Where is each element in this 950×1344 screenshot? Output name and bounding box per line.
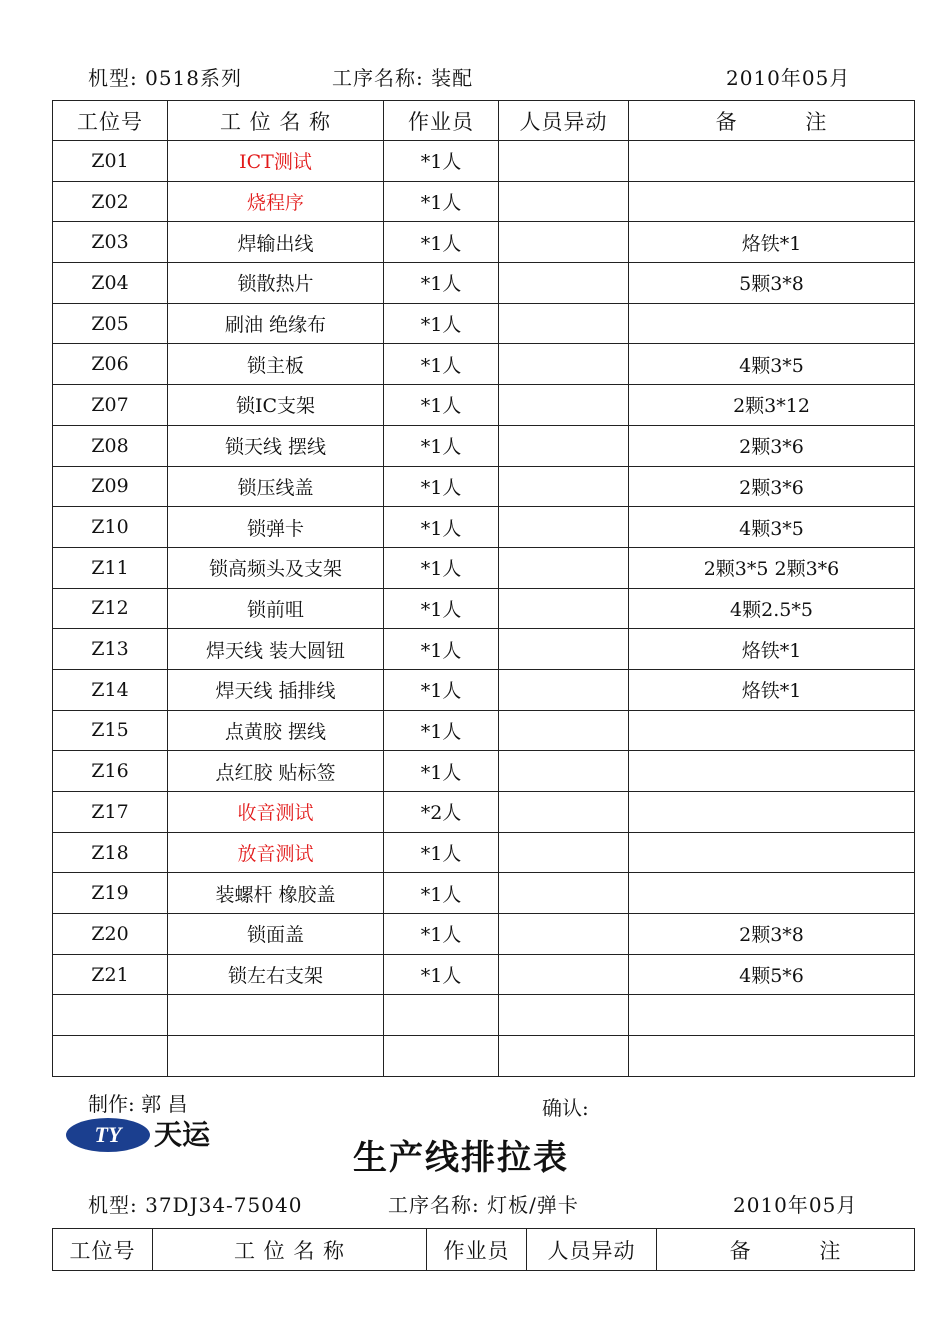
change-cell — [499, 547, 629, 588]
station-id-cell: Z07 — [53, 385, 168, 426]
table-row — [53, 181, 915, 222]
station-id-cell: Z17 — [53, 792, 168, 833]
workers-cell: *1人 — [384, 181, 499, 222]
table-row — [53, 263, 915, 304]
station-id-cell: Z20 — [53, 914, 168, 955]
header-1 — [0, 62, 950, 92]
station-id-cell: Z04 — [53, 263, 168, 304]
change-cell — [499, 669, 629, 710]
workers-cell: *2人 — [384, 792, 499, 833]
station-id-cell: Z12 — [53, 588, 168, 629]
workers-cell: *1人 — [384, 303, 499, 344]
change-cell — [499, 914, 629, 955]
station-name-cell: 锁面盖 — [168, 914, 384, 955]
workers-cell: *1人 — [384, 710, 499, 751]
station-id-cell: Z13 — [53, 629, 168, 670]
note-cell: 烙铁*1 — [629, 222, 915, 263]
note-cell — [629, 995, 915, 1036]
station-name-cell: 焊天线 装大圆钮 — [168, 629, 384, 670]
table-row — [53, 466, 915, 507]
note-cell — [629, 710, 915, 751]
note-cell — [629, 792, 915, 833]
note-cell: 2颗3*6 — [629, 466, 915, 507]
station-name-cell: 锁弹卡 — [168, 507, 384, 548]
table-row — [53, 547, 915, 588]
station-id-cell: Z02 — [53, 181, 168, 222]
station-name-cell: 点红胶 贴标签 — [168, 751, 384, 792]
station-name-cell: 焊输出线 — [168, 222, 384, 263]
station-name-cell: 点黄胶 摆线 — [168, 710, 384, 751]
note-cell — [629, 303, 915, 344]
change-cell — [499, 832, 629, 873]
col-header-workers: 作业员 — [384, 101, 499, 141]
station-name-cell: 锁主板 — [168, 344, 384, 385]
station-name-cell — [168, 995, 384, 1036]
note-cell: 2颗3*12 — [629, 385, 915, 426]
table-header-row — [53, 101, 915, 141]
station-id-cell: Z01 — [53, 141, 168, 182]
workers-cell: *1人 — [384, 873, 499, 914]
change-cell — [499, 710, 629, 751]
workers-cell: *1人 — [384, 263, 499, 304]
station-id-cell: Z11 — [53, 547, 168, 588]
station-name-cell: 放音测试 — [168, 832, 384, 873]
station-name-cell: 收音测试 — [168, 792, 384, 833]
station-id-cell: Z15 — [53, 710, 168, 751]
col2-header-change: 人员异动 — [527, 1229, 657, 1271]
change-cell — [499, 507, 629, 548]
station-id-cell: Z09 — [53, 466, 168, 507]
workers-cell: *1人 — [384, 425, 499, 466]
change-cell — [499, 141, 629, 182]
station-name-cell: ICT测试 — [168, 141, 384, 182]
station-name-cell: 锁左右支架 — [168, 954, 384, 995]
station-name-cell: 锁IC支架 — [168, 385, 384, 426]
change-cell — [499, 954, 629, 995]
note-cell: 烙铁*1 — [629, 629, 915, 670]
note-cell: 2颗3*6 — [629, 425, 915, 466]
change-cell — [499, 222, 629, 263]
note-cell: 2颗3*5 2颗3*6 — [629, 547, 915, 588]
table-row — [53, 141, 915, 182]
confirm-label: 确认: — [542, 1096, 589, 1120]
station-id-cell — [53, 995, 168, 1036]
date-label-2: 2010年05月 — [733, 1193, 858, 1217]
station-name-cell: 锁前咀 — [168, 588, 384, 629]
page-title: 生产线排拉表 — [353, 1138, 569, 1178]
table-row — [53, 629, 915, 670]
col2-header-name: 工 位 名 称 — [153, 1229, 427, 1271]
station-id-cell: Z19 — [53, 873, 168, 914]
note-cell: 4颗3*5 — [629, 344, 915, 385]
station-id-cell: Z08 — [53, 425, 168, 466]
workers-cell: *1人 — [384, 222, 499, 263]
table-row — [53, 710, 915, 751]
change-cell — [499, 385, 629, 426]
note-cell — [629, 181, 915, 222]
change-cell — [499, 344, 629, 385]
station-id-cell: Z14 — [53, 669, 168, 710]
station-name-cell: 刷油 绝缘布 — [168, 303, 384, 344]
station-name-cell: 焊天线 插排线 — [168, 669, 384, 710]
table2-header-row — [53, 1229, 915, 1271]
table-row — [53, 954, 915, 995]
note-cell: 烙铁*1 — [629, 669, 915, 710]
station-id-cell: Z21 — [53, 954, 168, 995]
table-row — [53, 914, 915, 955]
workers-cell: *1人 — [384, 588, 499, 629]
table-row — [53, 792, 915, 833]
change-cell — [499, 466, 629, 507]
table-row — [53, 832, 915, 873]
station-name-cell: 锁天线 摆线 — [168, 425, 384, 466]
station-id-cell: Z18 — [53, 832, 168, 873]
change-cell — [499, 303, 629, 344]
station-name-cell: 锁散热片 — [168, 263, 384, 304]
station-id-cell — [53, 1036, 168, 1077]
table-row — [53, 873, 915, 914]
change-cell — [499, 751, 629, 792]
change-cell — [499, 181, 629, 222]
workers-cell: *1人 — [384, 914, 499, 955]
workers-cell: *1人 — [384, 141, 499, 182]
schedule-table — [52, 100, 915, 1077]
note-cell — [629, 751, 915, 792]
workers-cell — [384, 1036, 499, 1077]
workers-cell: *1人 — [384, 507, 499, 548]
date-label: 2010年05月 — [726, 66, 851, 90]
workers-cell: *1人 — [384, 832, 499, 873]
station-id-cell: Z16 — [53, 751, 168, 792]
table-row — [53, 303, 915, 344]
col-header-id: 工位号 — [53, 101, 168, 141]
process-label: 工序名称: 装配 — [332, 66, 474, 90]
station-id-cell: Z10 — [53, 507, 168, 548]
station-id-cell: Z05 — [53, 303, 168, 344]
col-header-note: 备 注 — [629, 101, 915, 141]
table-row — [53, 1036, 915, 1077]
header-2 — [0, 1189, 950, 1219]
note-cell — [629, 832, 915, 873]
station-name-cell — [168, 1036, 384, 1077]
change-cell — [499, 425, 629, 466]
col-header-change: 人员异动 — [499, 101, 629, 141]
model-label: 机型: 0518系列 — [88, 66, 242, 90]
schedule-table-2 — [52, 1228, 915, 1271]
change-cell — [499, 629, 629, 670]
model-label-2: 机型: 37DJ34-75040 — [88, 1193, 303, 1217]
station-name-cell: 锁高频头及支架 — [168, 547, 384, 588]
col2-header-workers: 作业员 — [427, 1229, 527, 1271]
workers-cell: *1人 — [384, 751, 499, 792]
change-cell — [499, 1036, 629, 1077]
change-cell — [499, 873, 629, 914]
note-cell: 2颗3*8 — [629, 914, 915, 955]
station-id-cell: Z06 — [53, 344, 168, 385]
workers-cell: *1人 — [384, 669, 499, 710]
note-cell: 5颗3*8 — [629, 263, 915, 304]
change-cell — [499, 792, 629, 833]
table-row — [53, 507, 915, 548]
station-name-cell: 装螺杆 橡胶盖 — [168, 873, 384, 914]
station-name-cell: 烧程序 — [168, 181, 384, 222]
note-cell — [629, 141, 915, 182]
table-row — [53, 344, 915, 385]
station-name-cell: 锁压线盖 — [168, 466, 384, 507]
table-row — [53, 222, 915, 263]
table-row — [53, 995, 915, 1036]
table-row — [53, 385, 915, 426]
note-cell: 4颗2.5*5 — [629, 588, 915, 629]
workers-cell: *1人 — [384, 954, 499, 995]
note-cell — [629, 1036, 915, 1077]
table-row — [53, 425, 915, 466]
table-row — [53, 588, 915, 629]
note-cell: 4颗5*6 — [629, 954, 915, 995]
change-cell — [499, 263, 629, 304]
workers-cell — [384, 995, 499, 1036]
logo-mark: TY — [94, 1122, 122, 1147]
change-cell — [499, 995, 629, 1036]
workers-cell: *1人 — [384, 629, 499, 670]
workers-cell: *1人 — [384, 344, 499, 385]
logo-text: 天运 — [154, 1118, 211, 1151]
table-row — [53, 751, 915, 792]
note-cell — [629, 873, 915, 914]
table-row — [53, 669, 915, 710]
workers-cell: *1人 — [384, 385, 499, 426]
station-id-cell: Z03 — [53, 222, 168, 263]
workers-cell: *1人 — [384, 547, 499, 588]
col2-header-id: 工位号 — [53, 1229, 153, 1271]
change-cell — [499, 588, 629, 629]
table-body — [53, 141, 915, 1077]
maker-label: 制作: 郭 昌 — [88, 1092, 188, 1116]
process-label-2: 工序名称: 灯板/弹卡 — [388, 1193, 579, 1217]
col-header-name: 工 位 名 称 — [168, 101, 384, 141]
col2-header-note: 备 注 — [657, 1229, 915, 1271]
workers-cell: *1人 — [384, 466, 499, 507]
note-cell: 4颗3*5 — [629, 507, 915, 548]
